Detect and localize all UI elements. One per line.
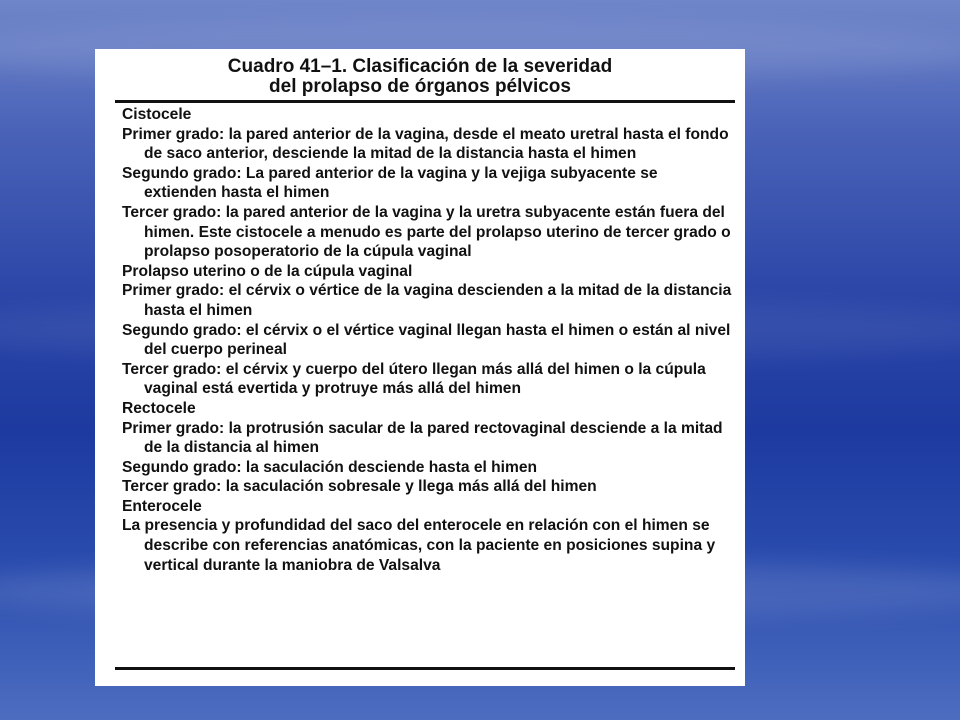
grade-entry: Segundo grado: el cérvix o el vértice vaginal llegan hasta el himen o están al nivel del cuerpo perineal: [122, 321, 731, 359]
grade-entry: Tercer grado: el cérvix y cuerpo del útero llegan más allá del himen o la cúpula vaginal está evertida y protruye más allá del himen: [122, 360, 706, 398]
grade-entry: Tercer grado: la saculación sobresale y llega más allá del himen: [122, 478, 597, 496]
section-rectocele: [122, 399, 732, 497]
document-page: [95, 49, 745, 686]
section-heading: Enterocele: [122, 497, 202, 515]
classification-body: [122, 105, 732, 575]
title-line-2: del prolapso de órganos pélvicos: [269, 76, 571, 97]
section-heading: Rectocele: [122, 399, 196, 417]
grade-entry: Tercer grado: la pared anterior de la vagina y la uretra subyacente están fuera del himen. Este cistocele a menudo es parte del prolapso uterino de tercer grado o prolapso posoperatorio de la cúpula vaginal: [122, 203, 731, 261]
grade-entry: La presencia y profundidad del saco del enterocele en relación con el himen se describe con referencias anatómicas, con la paciente en posiciones supina y vertical durante la maniobra de Valsalva: [122, 517, 716, 574]
section-heading: Prolapso uterino o de la cúpula vaginal: [122, 262, 413, 280]
grade-entry: Primer grado: la pared anterior de la vagina, desde el meato uretral hasta el fondo de saco anterior, desciende la mitad de la distancia hasta el himen: [122, 125, 729, 163]
grade-entry: Primer grado: el cérvix o vértice de la vagina descienden a la mitad de la distancia hasta el himen: [122, 282, 732, 319]
grade-entry: Primer grado: la protrusión sacular de la pared rectovaginal desciende a la mitad de la distancia al himen: [122, 419, 723, 457]
section-heading: Cistocele: [122, 106, 192, 123]
section-cistocele: [122, 105, 732, 262]
grade-entry: Segundo grado: La pared anterior de la vagina y la vejiga subyacente se extienden hasta el himen: [122, 164, 658, 202]
bottom-rule: [115, 667, 735, 670]
section-enterocele: [122, 497, 732, 575]
title-rule: [115, 100, 735, 103]
title-line-1: Cuadro 41–1. Clasificación de la severidad: [227, 56, 613, 77]
table-title: [95, 57, 745, 97]
grade-entry: Segundo grado: la saculación desciende hasta el himen: [122, 458, 538, 476]
section-prolapso-uterino: [122, 262, 732, 399]
